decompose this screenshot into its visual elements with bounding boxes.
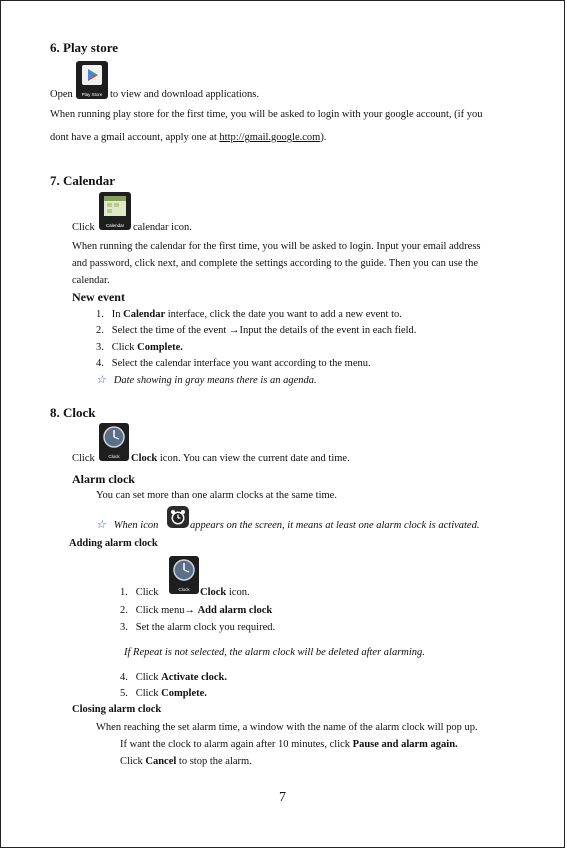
event-step-4 (96, 357, 371, 370)
calendar-icon-label: Calendar (105, 223, 125, 228)
alarm-clock-line: You can set more than one alarm clocks at the same time. (96, 490, 337, 501)
clock-bold: Clock (131, 453, 158, 464)
play-store-icon[interactable] (76, 61, 108, 99)
calendar-para-2: and password, click next, and complete the settings according to the guide. Then you can use the (72, 258, 478, 269)
alarm-note (96, 519, 158, 532)
add-step-1 (120, 586, 159, 599)
step-text: interface, click the date you want to add a new event to. (165, 309, 402, 320)
step-text: Click (111, 342, 138, 353)
calendar-icon-desc: calendar icon. (133, 222, 192, 233)
page-number: 7 (279, 790, 286, 805)
step-bold: Add alarm clock (197, 605, 273, 616)
clock-icon[interactable] (169, 556, 199, 594)
closing-line-3 (120, 755, 252, 768)
repeat-note: If Repeat is not selected, the alarm clock will be deleted after alarming. (124, 647, 425, 658)
section-6-title: 6. Play store (50, 40, 118, 55)
step-number: 4. (96, 358, 104, 369)
step-number: 5. (120, 688, 128, 699)
step-text: Set the alarm clock you required. (135, 622, 276, 633)
clock-click-text: Click (72, 453, 95, 464)
play-store-icon-label: Play Store (81, 92, 103, 97)
step-number: 3. (96, 342, 104, 353)
alarm-note-post: appears on the screen, it means at least one alarm clock is activated. (190, 520, 480, 531)
step-bold: Clock (200, 587, 227, 598)
gmail-link[interactable]: http://gmail.google.com (219, 132, 321, 143)
calendar-icon[interactable] (99, 192, 131, 230)
section-8-title: 8. Clock (50, 405, 96, 420)
new-event-heading: New event (72, 290, 125, 304)
play-store-line2: When running play store for the first time, you will be asked to login with your google account, (if you (50, 109, 483, 120)
calendar-para-3: calendar. (72, 275, 110, 286)
star-icon: ☆ (96, 519, 106, 531)
play-store-line3 (50, 131, 326, 144)
section-7-title: 7. Calendar (50, 173, 115, 188)
step-text: Click (135, 688, 162, 699)
step-text: Select the calendar interface you want according to the menu. (111, 358, 371, 369)
calendar-para-1: When running the calendar for the first time, you will be asked to login. Input your email address (72, 241, 481, 252)
clock-icon[interactable] (99, 423, 129, 461)
calendar-note (96, 374, 317, 387)
star-icon: ☆ (96, 374, 106, 386)
line3-suffix: ). (320, 132, 327, 143)
step-number: 1. (96, 309, 104, 320)
clock-icon-label: Clock (108, 454, 120, 459)
event-step-1 (96, 308, 402, 321)
closing-line-1: When reaching the set alarm time, a window with the name of the alarm clock will pop up. (96, 722, 478, 733)
closing-bold: Cancel (145, 756, 177, 767)
closing-line-2 (120, 738, 458, 751)
step-text: In (111, 309, 124, 320)
step-number: 3. (120, 622, 128, 633)
alarm-clock-heading: Alarm clock (72, 472, 135, 486)
add-step-3 (120, 621, 275, 634)
add-step-2 (120, 604, 272, 617)
step-text: Select the time of the event →Input the details of the event in each field. (111, 325, 417, 336)
closing-text: to stop the alarm. (176, 756, 252, 767)
play-store-desc: to view and download applications. (110, 89, 260, 100)
step-bold: Activate clock. (161, 672, 228, 683)
step-number: 1. (120, 587, 128, 598)
line3-prefix: dont have a gmail account, apply one at (50, 132, 220, 143)
step-number: 4. (120, 672, 128, 683)
calendar-note-text: Date showing in gray means there is an agenda. (113, 375, 317, 386)
clock-desc-text: icon. You can view the current date and time. (157, 453, 350, 464)
alarm-note-pre: When icon (113, 520, 159, 531)
step-bold: Calendar (123, 309, 166, 320)
add-step-5 (120, 687, 207, 700)
closing-text: Click (120, 756, 146, 767)
event-step-3 (96, 341, 183, 354)
closing-alarm-heading: Closing alarm clock (72, 704, 162, 715)
closing-text: If want the clock to alarm again after 10 minutes, click (120, 739, 353, 750)
closing-bold: Pause and alarm again. (352, 739, 458, 750)
add-step-4 (120, 671, 227, 684)
step-text: Click menu→ (135, 605, 198, 616)
add-step-1-rest (200, 586, 250, 599)
alarm-status-icon (167, 506, 189, 528)
step-bold: Complete. (161, 688, 207, 699)
open-text: Open (50, 89, 73, 100)
step-bold: Complete. (137, 342, 183, 353)
step-number: 2. (96, 325, 104, 336)
clock-icon-label: Clock (178, 587, 190, 592)
step-text: icon. (226, 587, 250, 598)
step-text: Click (135, 587, 159, 598)
adding-alarm-heading: Adding alarm clock (69, 538, 158, 549)
step-text: Click (135, 672, 162, 683)
step-number: 2. (120, 605, 128, 616)
clock-icon-desc (131, 452, 350, 465)
calendar-click-text: Click (72, 222, 95, 233)
event-step-2 (96, 324, 416, 337)
